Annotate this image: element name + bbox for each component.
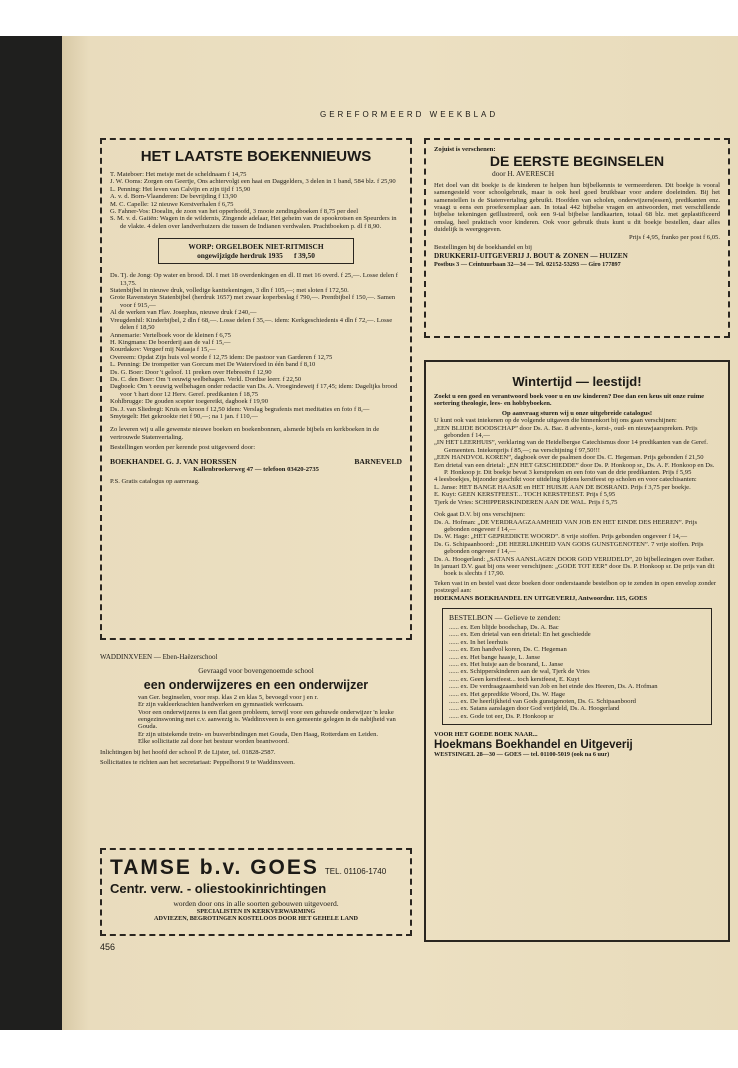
inset-line-2: ongewijzigde herdruk 1935 f 39,50 — [197, 251, 315, 261]
book-news-item: H. Kingmans: De boerderij aan de val f 15,— — [110, 338, 231, 346]
upcoming-book-item: Een drietal van een drietal: „EN HET GESCHIEDDE” door Ds. P. Honkoop sr., Ds. A. F. Honkoop en Ds. P. Honkoop jr. Dit boekje bevat 3 kerstpreken en een foto van de drie predikanten. Prijs f 5,95 — [434, 461, 715, 477]
beginselen-body: Het doel van dit boekje is de kinderen te helpen hun bijbelkennis te vermeerderen. Dit boekje is vooral samengesteld voor schoolgebruik, maar is ook heel goed bruikbaar voor andere doeleinden. Bij het samenstellen is de Statenvertaling gebruikt. Hoofden van scholen, onderwijzers(essen), predikanten enz. vraagt u eens een proefexemplaar aan. In totaal 442 bijbelse vragen en antwoorden, met verschillende bijbelse tekeningen geïllustreerd, ook een 9-tal bijbelse landkaarten, totaal 68 blz. met geplastificeerd omslag, heel praktisch voor kinderen. Ook voor gebruik thuis kunt u dit boekje bestellen, daar alles duidelijk is weergegeven. — [434, 181, 720, 234]
footer-kicker: VOOR HET GOEDE BOEK NAAR... — [434, 731, 538, 739]
book-news-item: Overeem: Opdat Zijn huis vol worde f 12,75 idem: De pastoor van Garderen f 12,75 — [110, 353, 333, 361]
delivery-text: Zo leveren wij u alle gewenste nieuwe boeken en boekenbonnen, alsmede bijbels en kerkboeken in de vertrouwde Statenvertaling. — [110, 426, 380, 441]
order-form-line: ...... ex. Het huisje aan de bosrand, L. Janse — [449, 661, 564, 668]
vacancy-intro: Gevraagd voor bovengenoemde school — [198, 666, 314, 676]
upcoming-book-item: Tjerk de Vries: SCHIPPERSKINDEREN AAN DE WAL. Prijs f 5,75 — [434, 498, 618, 506]
tamse-line-2: SPECIALISTEN IN KERKVERWARMING — [196, 908, 316, 915]
order-form-lines — [449, 624, 705, 720]
order-form-line: ...... ex. Het bange haasje, L. Janse — [449, 653, 540, 661]
running-head: GEREFORMEERD WEEKBLAD — [320, 110, 499, 119]
forthcoming-book-item: Ds. A. Hofman: „DE VERDRAAGZAAMHEID VAN JOB EN HET EINDE DES HEEREN”. Prijs gebonden ongeveer f 14,— — [434, 518, 698, 533]
order-text: Bestellingen worden per kerende post uitgevoerd door: — [110, 444, 256, 452]
wintertijd-note: Teken vast in en bestel vast deze boeken door onderstaande bestelbon op te zenden in open envelop zonder postzegel aan: — [434, 579, 717, 595]
shop-address: Kallenbroekerweg 47 — telefoon 03420-2735 — [193, 465, 319, 473]
vacancy-body — [100, 694, 412, 746]
footer-address: WESTSINGEL 28—30 — GOES — tel. 01100-5019 (ook na 6 uur) — [434, 750, 610, 758]
book-news-item: M. C. Capelle: 12 nieuwe Kerstverhalen f 6,75 — [110, 200, 234, 208]
beginselen-order: Bestellingen bij de boekhandel en bij — [434, 244, 532, 252]
upcoming-book-item: „EEN BLIJDE BOODSCHAP” door Ds. A. Bac. 8 advents-, kerst-, oud- en nieuwjaarspreken. Prijs gebonden f 14,— — [434, 424, 698, 440]
wintertijd-catalog: Op aanvraag sturen wij u onze uitgebreide catalogus! — [501, 409, 653, 417]
hoekmans-ad — [424, 360, 730, 942]
forthcoming-book-item: Ds. G. Schipaanboord: „DE HEERLIJKHEID VAN GODS GUNSTGENOTEN”. 7 vrije stoffen. Prijs gebonden ongeveer f 14,— — [434, 540, 704, 556]
vacancy-place: WADDINXVEEN — Eben-Haëzerschool — [100, 653, 218, 661]
book-news-list-2 — [110, 272, 402, 420]
tamse-subtitle: Centr. verw. - oliestookinrichtingen — [110, 881, 327, 896]
book-news-item: Ds. J. van Sliedregt: Kruis en kroon f 12,50 idem: Verslag begrafenis met meditaties en foto f 8,— — [110, 405, 370, 413]
beginselen-publisher: DRUKKERIJ-UITGEVERIJ J. BOUT & ZONEN — HUIZEN — [434, 252, 628, 261]
beginselen-ad — [424, 138, 730, 338]
order-form-line: ...... ex. Gode tot eer, Ds. P. Honkoop sr — [449, 712, 554, 720]
forthcoming-book-item: Ds. A. Hoogerland: „SATANS AANSLAGEN DOOR GOD VERIJDELD”, 20 bijbellezingen over Esther. — [434, 555, 715, 563]
beginselen-address: Postbus 3 — Ceintuurbaan 32—34 — Tel. 02152-53293 — Giro 177897 — [434, 260, 621, 268]
order-form-line: ...... ex. Satans aanslagen door God verijdeld, Ds. A. Hoogerland — [449, 705, 620, 713]
order-form-line: ...... ex. De heerlijkheid van Gods gunstgenoten, Ds. G. Schipaanboord — [449, 698, 636, 706]
vacancy-line: Er zijn vakleerkrachten handwerken en gymnastiek werkzaam. — [138, 701, 304, 709]
order-form — [442, 608, 712, 725]
book-news-item: T. Mateboer: Het meisje met de scheldnaam f 14,75 — [110, 171, 247, 178]
book-news-item: Ds. C. den Boer: Om 't eeuwig welbehagen. Verkl. Dordtse leerr. f 22,50 — [110, 375, 302, 383]
upcoming-book-item: „IN HET LEERHUIS”, verklaring van de Heidelbergse Catechismus door 14 predikanten van de Geref. Gemeenten. Intekenprijs f 85,—; na verschijning f 97,50!!! — [434, 439, 708, 454]
ps-text: P.S. Gratis catalogus op aanvraag. — [110, 478, 200, 485]
book-news-item: Grote Ravensteyn Statenbijbel (herdruk 1657) met zwaar koperbeslag f 790,—. Prentbijbel f 150,—. Samen voor f 915,— — [110, 294, 396, 309]
forthcoming-books-list — [434, 519, 720, 578]
tamse-name: TAMSE b.v. GOES — [110, 856, 319, 879]
book-news-item: Kohlbrugge: De gouden scepter toegereikt, dagboek f 19,90 — [110, 398, 269, 406]
tamse-header — [110, 856, 402, 880]
book-news-item: Al de werken van Flav. Josephus, nieuwe druk f 240,— — [110, 309, 257, 317]
book-news-item: S. M. v. d. Gaiiën: Wagen in de wildernis, Zingende adelaar, Het geheim van de spookrotsen en Speurders in de vlakte. 4 delen over landverhuizers die tussen de Indianen verdwalen. Prachtboeken p. dl f 8,90. — [110, 215, 397, 230]
book-news-item: L. Penning: De trompetter van Gorcum met De Watervloed in één band f 8,10 — [110, 361, 316, 369]
book-news-item: Ds. G. Boer: Door 't geloof. 11 preken over Hebreeën f 12,90 — [110, 368, 272, 376]
beginselen-price: Prijs f 4,95, franko per post f 6,05. — [628, 233, 720, 241]
shop-name: BOEKHANDEL G. J. VAN HORSSEN — [110, 456, 237, 466]
book-news-item: Vreugdenhil: Kinderbijbel, 2 dln f 68,—. Losse delen f 35,—. idem: Kerkgeschiedenis 4 dln f 72,—. Losse delen f 18,50 — [110, 316, 393, 332]
forthcoming-book-item: In januari D.V. gaat bij ons weer verschijnen: „GODE TOT EER” door Ds. P. Honkoop sr. De prijs van dit boek is slechts f 17,90. — [434, 562, 715, 578]
organ-book-inset — [158, 238, 354, 264]
inset-line-1: WORP: ORGELBOEK NIET-RITMISCH — [188, 242, 324, 252]
vacancy-line: Er zijn uitstekende trein- en busverbindingen met Gouda, Den Haag, Rotterdam en Leiden. — [138, 730, 379, 738]
order-form-line: ...... ex. Een handvol koren, Ds. C. Hegeman — [449, 646, 567, 654]
vacancy-apply: Sollicitaties te richten aan het secretariaat: Peppelhorst 9 te Waddinxveen. — [100, 759, 295, 767]
book-news-item: Ds. Tj. de Jong: Op water en brood. Dl. I met 18 overdenkingen en dl. II met 16 overd. f 25,—. Losse delen f 13,75. — [110, 272, 398, 287]
upcoming-book-item: E. Kuyt: GEEN KERSTFEEST... TOCH KERSTFEEST. Prijs f 5,95 — [434, 491, 616, 499]
beginselen-title: DE EERSTE BEGINSELEN — [489, 153, 665, 170]
book-news-item: Statenbijbel in nieuwe druk, volledige kanttekeningen, 3 dln f 105,—; met sloten f 172,50. — [110, 287, 349, 295]
book-news-list-1 — [110, 171, 402, 230]
tamse-phone: TEL. 01106-1740 — [324, 867, 387, 876]
book-news-item: L. Penning: Het leven van Calvijn en zijn tijd f 15,90 — [110, 185, 251, 193]
order-form-line: ...... ex. Het gepredikte Woord, Ds. W. Hage — [449, 690, 565, 698]
upcoming-book-item: „EEN HANDVOL KOREN”, dagboek over de psalmen door Ds. C. Hegeman. Prijs gebonden f 21,50 — [434, 454, 704, 462]
order-form-line: ...... ex. De verdraagzaamheid van Job en het einde des Heeren, Ds. A. Hofman — [449, 683, 658, 691]
beginselen-author: door H. AVERESCH — [492, 169, 555, 179]
vacancy-line: Voor een onderwijzeres is een flat geen probleem, terwijl voor een gehuwde onderwijzer 'n leuke eengezinswoning met c.v. aanwezig is. Waddinxveen is een gemeente gelegen in de nabijheid van Gouda. — [138, 708, 396, 731]
order-form-line: ...... ex. In het leerhuis — [449, 638, 508, 646]
book-news-item: A. v. d. Born-Vlaanderen: De bevrijding f 13,90 — [110, 193, 237, 201]
wintertijd-shop: HOEKMANS BOEKHANDEL EN UITGEVERIJ, Antwoordnr. 115, GOES — [434, 594, 648, 602]
tamse-ad — [100, 848, 412, 936]
book-news-item: G. Fahner-Vos: Doealin, de zoon van het opperhoofd, 3 mooie zendingsboeken f 8,75 per deel — [110, 208, 359, 216]
order-form-line: ...... ex. Schipperskinderen aan de wal, Tjerk de Vries — [449, 668, 590, 676]
vacancy-ad — [100, 654, 412, 766]
wintertijd-also: Ook gaat D.V. bij ons verschijnen: — [434, 511, 525, 519]
book-news-title: HET LAATSTE BOEKENNIEUWS — [140, 148, 372, 165]
order-form-line: ...... ex. Een drietal van een drietal: En het geschiedde — [449, 631, 591, 639]
shop-city: BARNEVELD — [354, 456, 402, 466]
upcoming-book-item: 4 leesboekjes, bijzonder geschikt voor uitdeling tijdens kerstfeest op scholen en voor catechisanten: — [434, 476, 697, 484]
book-news-item: Kourdakov: Vergeef mij Natasja f 15,— — [110, 346, 216, 354]
book-news-item: J. W. Ooms: Zorgen om Geertje, Ons achtervolgt een haai en Daggelders, 3 delen in 1 band, 584 blz. f 25,90 — [110, 178, 396, 186]
upcoming-books-list — [434, 425, 720, 506]
vacancy-line: van Ger. beginselen, voor resp. klas 2 en klas 5, bevoegd voor j en r. — [138, 693, 319, 701]
order-form-title: BESTELBON — Gelieve te zenden: — [449, 612, 561, 622]
tamse-line-1: worden door ons in alle soorten gebouwen uitgevoerd. — [173, 899, 339, 908]
order-form-line: ...... ex. Een blijde boodschap, Ds. A. Bac — [449, 623, 559, 631]
beginselen-kicker: Zojuist is verschenen: — [434, 146, 496, 153]
vacancy-line: Elke sollicitatie zal door het bestuur worden beantwoord. — [138, 738, 289, 746]
book-news-ad — [100, 138, 412, 640]
book-news-item: Annemarie: Vertelboek voor de kleinen f 6,75 — [110, 331, 231, 339]
shop-line — [110, 457, 402, 466]
footer-shop-name: Hoekmans Boekhandel en Uitgeverij — [434, 738, 633, 751]
wintertijd-title: Wintertijd — leestijd! — [512, 374, 642, 389]
book-news-item: Smytegelt: Het gekrookte riet f 90,—; na 1 jan. f 110,— — [110, 412, 258, 420]
vacancy-info: Inlichtingen bij het hoofd der school P. de Lijster, tel. 01828-2587. — [100, 748, 276, 756]
book-news-item: Dagboek: Om 't eeuwig welbehagen onder redactie van Ds. A. Vroegindeweij f 17,45; idem: Dagelijks brood voor 't hart door 12 Herv. Geref. predikanten f 18,75 — [110, 383, 398, 398]
order-form-line: ...... ex. Geen kerstfeest... toch kerstfeest, E. Kuyt — [449, 675, 580, 683]
vacancy-headline: een onderwijzeres en een onderwijzer — [143, 677, 369, 692]
wintertijd-intro: Zoekt u een goed en verantwoord boek voor u en uw kinderen? Doe dan een keus uit onze ruime sortering theologie, lees- en hobbyboeken. — [434, 393, 705, 408]
tamse-line-3: ADVIEZEN, BEGROTINGEN KOSTELOOS DOOR HET GEHELE LAND — [154, 915, 358, 923]
inset-price: f 39,50 — [293, 251, 315, 261]
wintertijd-sub-intro: U kunt ook vast intekenen op de volgende uitgaven die binnenkort bij ons gaan verschijnen: — [434, 417, 677, 425]
forthcoming-book-item: Ds. W. Hage: „HET GEPREDIKTE WOORD”. 8 vrije stoffen. Prijs gebonden ongeveer f 14,— — [434, 533, 688, 541]
upcoming-book-item: L. Janse: HET BANGE HAASJE en HET HUISJE AAN DE BOSRAND. Prijs f 3,75 per boekje. — [434, 483, 691, 491]
page-number: 456 — [100, 942, 116, 952]
